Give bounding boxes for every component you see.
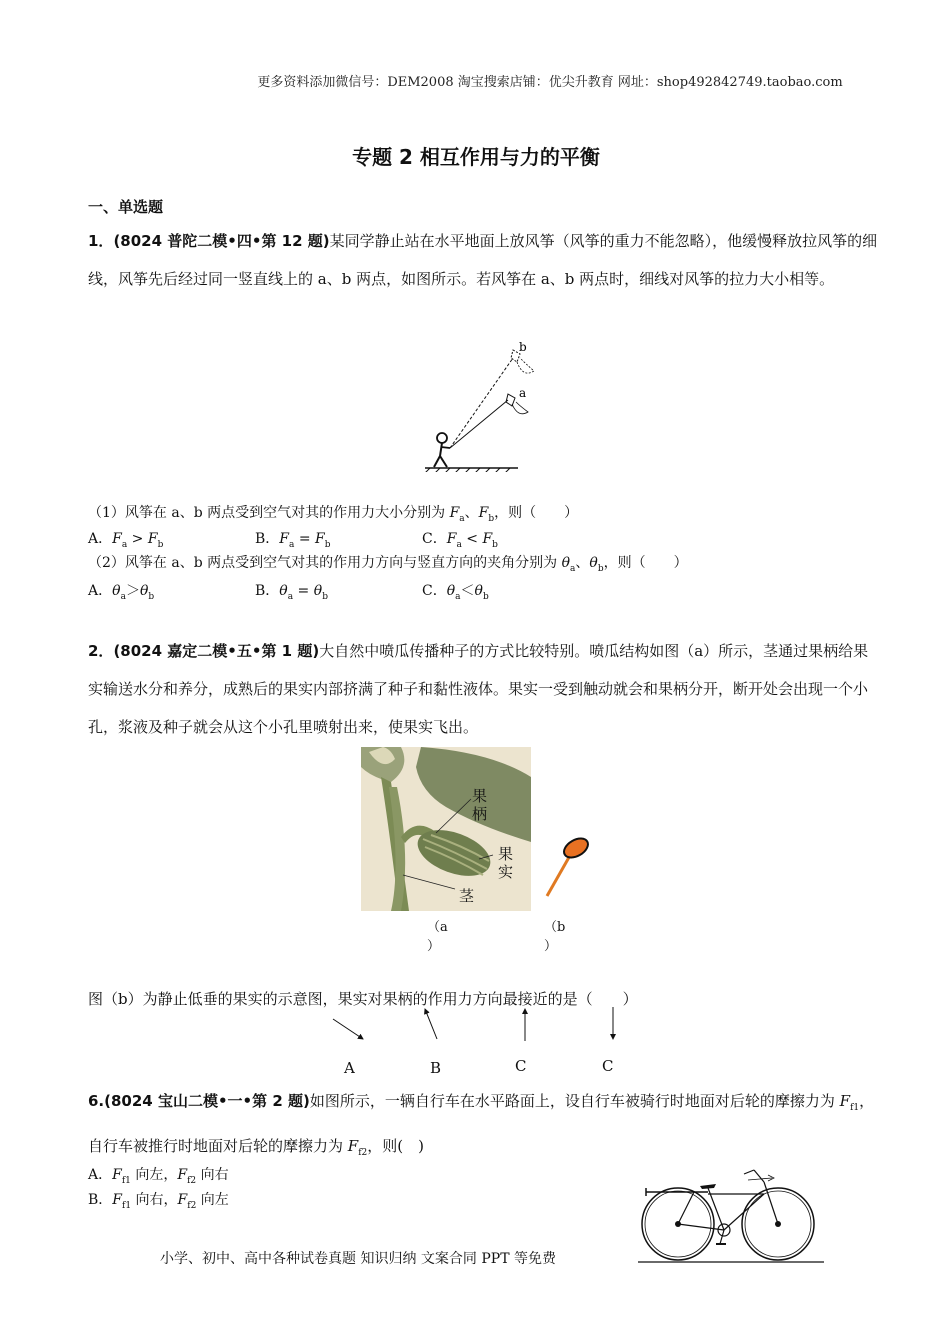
fruit-label: 果 实 (498, 845, 514, 881)
option-c[interactable]: C．$F_a < F_b$ (422, 531, 498, 550)
question-2-text (88, 632, 878, 746)
point-a-label: a (519, 386, 527, 400)
option-a[interactable]: A．$\theta_a>\theta_b$ (88, 583, 155, 602)
option-a[interactable]: A．$F_a > F_b$ (88, 531, 164, 550)
arrow-option-c-up[interactable]: C (515, 1057, 527, 1075)
direction-arrows (325, 1003, 635, 1045)
figure-b-caption: （b ） (544, 920, 566, 954)
q1-subquestion-1: （1）风筝在 a、b 两点受到空气对其的作用力大小分别为 $F_a$、$F_b$，则（ ） (88, 505, 579, 524)
question-6-source: (8024 宝山二模•一•第 2 题) (104, 1092, 310, 1110)
page-title: 专题 2 相互作用与力的平衡 (352, 145, 600, 169)
question-2-body: 大自然中喷瓜传播种子的方式比较特别。喷瓜结构如图（a）所示，茎通过果柄给果实输送水分和养分，成熟后的果实内部挤满了种子和黏性液体。果实一受到触动就会和果柄分开，断开处会出现一个小孔，浆液及种子就会从这个小孔里喷射出来，使果实飞出。 (88, 642, 869, 736)
question-1-body: 某同学静止站在水平地面上放风筝（风筝的重力不能忽略），他缓慢释放拉风筝的细线，风筝先后经过同一竖直线上的 a、b 两点，如图所示。若风筝在 a、b 两点时，细线对风筝的拉力大小相等。 (88, 232, 878, 288)
fruit-diagram (542, 836, 594, 898)
q6-option-b[interactable]: B．$F_{f1}$ 向右，$F_{f2}$ 向左 (88, 1192, 229, 1211)
question-6-number: 6. (88, 1092, 105, 1110)
question-1-text (88, 222, 878, 298)
option-b[interactable]: B．$F_a = F_b$ (255, 531, 331, 550)
bicycle-figure (636, 1158, 826, 1264)
option-b[interactable]: B．$\theta_a = \theta_b$ (255, 583, 328, 602)
footer-note: 小学、初中、高中各种试卷真题 知识归纳 文案合同 PPT 等免费 (160, 1251, 556, 1267)
section-heading: 一、单选题 (88, 198, 164, 216)
q1-subquestion-2: （2）风筝在 a、b 两点受到空气对其的作用力方向与竖直方向的夹角分别为 $\theta_a$、$\theta_b$，则（ ） (88, 555, 688, 574)
kite-figure (420, 338, 540, 472)
question-1-source: (8024 普陀二模•四•第 12 题) (113, 232, 330, 250)
q1-sub1-options (88, 528, 688, 550)
q6-option-a[interactable]: A．$F_{f1}$ 向左，$F_{f2}$ 向右 (88, 1167, 229, 1186)
q1-sub2-options (88, 580, 688, 602)
question-1-number: 1． (88, 232, 114, 250)
question-2-source: (8024 嘉定二模•五•第 1 题) (113, 642, 320, 660)
figure-a-caption: （a ） (427, 920, 448, 954)
option-c[interactable]: C．$\theta_a<\theta_b$ (422, 583, 489, 602)
arrow-option-a[interactable]: A (344, 1059, 355, 1077)
stalk-label: 果 柄 (472, 787, 488, 823)
arrow-option-c-down[interactable]: C (602, 1057, 614, 1075)
squirting-cucumber-photo (361, 747, 531, 911)
point-b-label: b (519, 340, 527, 354)
question-6-text: 6.(8024 宝山二模•一•第 2 题)如图所示，一辆自行车在水平路面上，设自行车被骑行时地面对后轮的摩擦力为 $F_{f1}$，自行车被推行时地面对后轮的摩擦力为 $F_{f2}$，则( ) (88, 1092, 875, 1158)
question-2-number: 2． (88, 642, 114, 660)
stem-label: 茎 (459, 887, 475, 905)
header-note: 更多资料添加微信号：DEM2008 淘宝搜索店铺：优尖升教育 网址：shop492842749.taobao.com (257, 75, 843, 90)
question-2-prompt: 图（b）为静止低垂的果实的示意图，果实对果柄的作用力方向最接近的是（ ） (88, 990, 638, 1008)
arrow-option-b[interactable]: B (430, 1059, 442, 1077)
